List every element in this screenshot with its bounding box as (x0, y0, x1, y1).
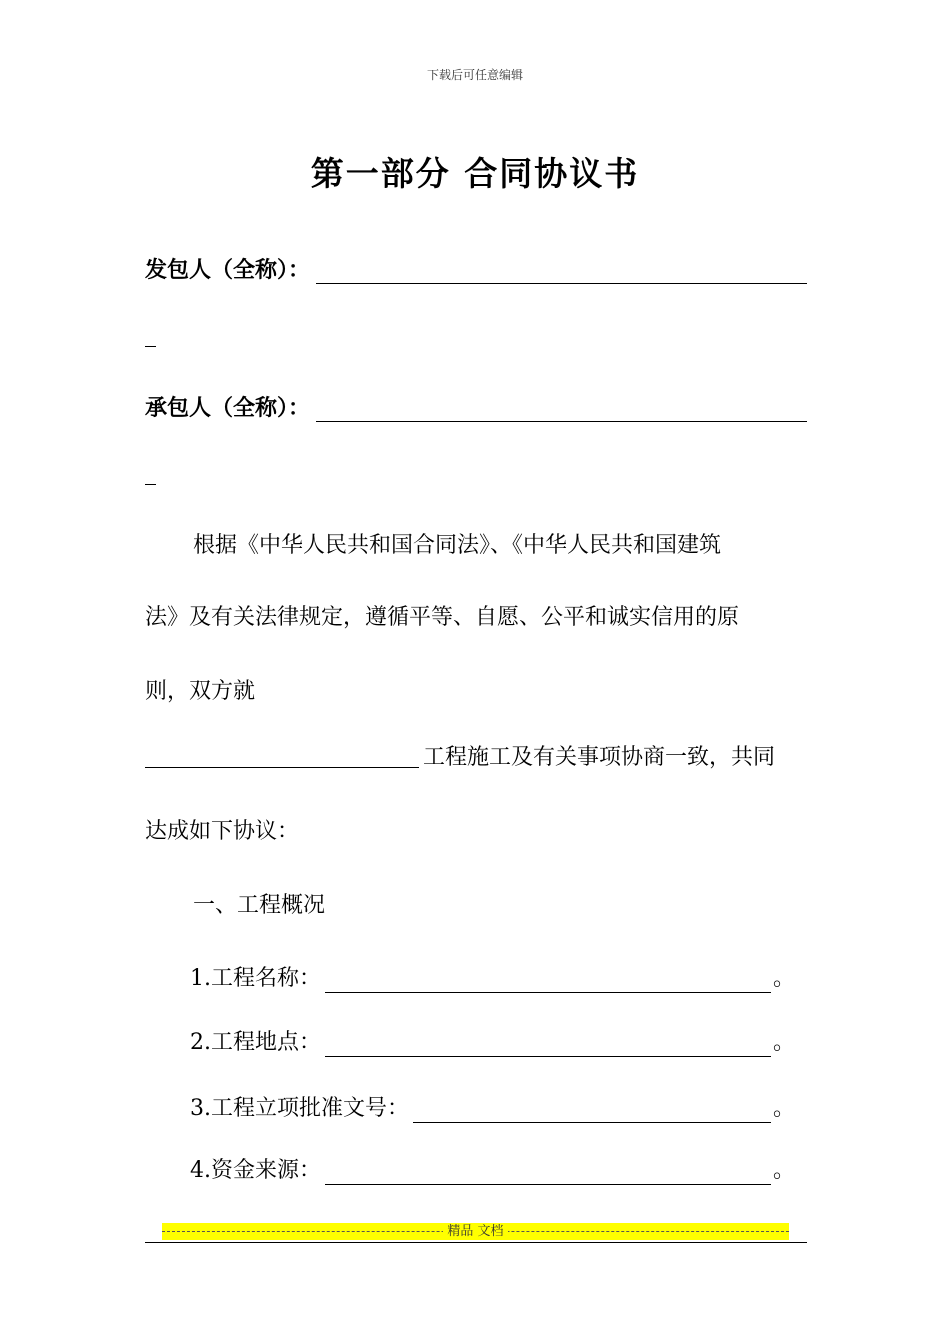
footer-label: 精品 文档 (443, 1224, 507, 1239)
item-end-mark: 。 (772, 1158, 795, 1183)
preamble-line-5: 达成如下协议： (145, 819, 300, 844)
item-project-name (190, 961, 795, 993)
document-title: 第一部分 合同协议书 (310, 154, 640, 193)
item-project-location (190, 1025, 795, 1057)
item-blank (413, 1098, 771, 1123)
employer-line (145, 250, 807, 284)
item-label: 4.资金来源： (190, 1158, 321, 1183)
project-name-blank (145, 767, 419, 768)
employer-blank (316, 257, 807, 284)
preamble-line-4: 工程施工及有关事项协商一致，共同 (423, 745, 776, 770)
section-heading: 一、工程概况 (193, 893, 326, 918)
footer-banner (162, 1223, 789, 1240)
preamble-line-1: 根据《中华人民共和国合同法》、《中华人民共和国建筑 (193, 533, 722, 558)
employer-label: 发包人（全称）： (145, 257, 311, 283)
contractor-blank (316, 395, 807, 422)
item-blank (325, 1160, 771, 1185)
preamble-line-2: 法》及有关法律规定，遵循平等、自愿、公平和诚实信用的原 (145, 605, 740, 630)
item-end-mark: 。 (772, 1096, 795, 1121)
preamble-line-3: 则，双方就 (145, 679, 256, 704)
item-label: 1.工程名称： (190, 966, 321, 991)
item-funding-source (190, 1153, 795, 1185)
item-end-mark: 。 (772, 1030, 795, 1055)
item-label: 2.工程地点： (190, 1030, 321, 1055)
item-approval-number (190, 1091, 795, 1123)
item-label: 3.工程立项批准文号： (190, 1096, 409, 1121)
contractor-line (145, 388, 807, 422)
item-blank (325, 1032, 771, 1057)
page-header-note: 下载后可任意编辑 (426, 68, 523, 82)
footer-rule (145, 1242, 807, 1243)
contractor-blank-tail (145, 484, 156, 485)
contractor-label: 承包人（全称）： (145, 395, 311, 421)
employer-blank-tail (145, 346, 156, 347)
item-blank (325, 968, 771, 993)
item-end-mark: 。 (772, 966, 795, 991)
